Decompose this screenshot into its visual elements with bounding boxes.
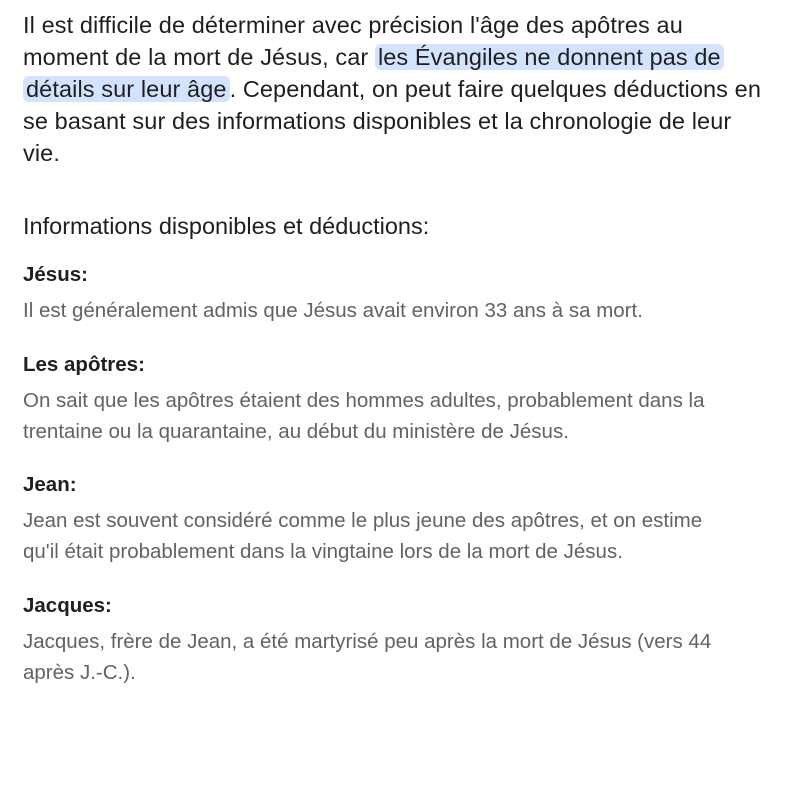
list-item-jacques <box>23 592 771 688</box>
list-item-jean <box>23 471 771 567</box>
highlighted-phrase[interactable]: les Évangiles ne donnent pas de détails sur leur âge <box>23 44 724 102</box>
list-item-jesus <box>23 261 771 326</box>
item-body: Il est généralement admis que Jésus avait environ 33 ans à sa mort. <box>23 299 643 322</box>
item-body: Jacques, frère de Jean, a été martyrisé peu après la mort de Jésus (vers 44 après J.-C.). <box>23 630 712 684</box>
intro-paragraph <box>23 9 771 169</box>
item-title: Jésus: <box>23 263 88 286</box>
item-body: On sait que les apôtres étaient des hommes adultes, probablement dans la trentaine ou la quarantaine, au début du ministère de Jésus. <box>23 389 705 443</box>
list-item-apotres <box>23 351 771 447</box>
item-title: Jean: <box>23 473 77 496</box>
intro-text-before: Il est difficile de déterminer avec précision l'âge des apôtres au moment de la mort de Jésus, car <box>23 12 683 70</box>
section-heading: Informations disponibles et déductions: <box>23 213 430 239</box>
intro-text-after: . Cependant, on peut faire quelques déductions en se basant sur des informations disponibles et la chronologie de leur vie. <box>23 76 761 166</box>
item-title: Jacques: <box>23 594 112 617</box>
item-body: Jean est souvent considéré comme le plus jeune des apôtres, et on estime qu'il était probablement dans la vingtaine lors de la mort de Jésus. <box>23 509 703 563</box>
item-title: Les apôtres: <box>23 353 145 376</box>
